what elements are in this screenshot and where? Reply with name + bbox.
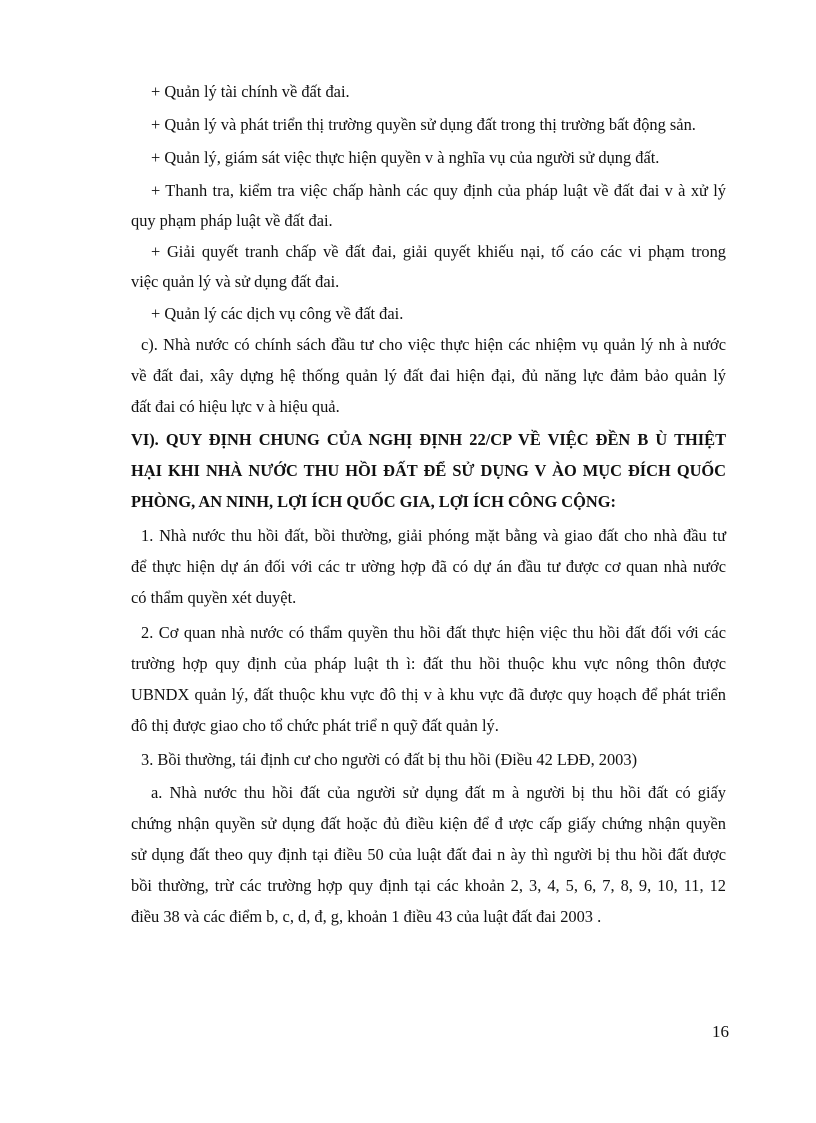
section-heading: PHÒNG, AN NINH, LỢI ÍCH QUỐC GIA, LỢI ÍCH CÔNG CỘNG: [131, 492, 616, 511]
text-line: việc quản lý và sử dụng đất đai. [131, 272, 340, 291]
text-line: về đất đai, xây dựng hệ thống quản lý đất đai hiện đại, đủ năng lực đảm bảo quản lý [131, 366, 726, 385]
text-line: có thẩm quyền xét duyệt. [131, 588, 297, 607]
text-line: + Thanh tra, kiểm tra việc chấp hành các quy định của pháp luật về đất đai v à xử lý [151, 181, 726, 200]
text-line: + Quản lý tài chính về đất đai. [151, 82, 350, 101]
text-line: để thực hiện dự án đối với các tr ường hợp đã có dự án đầu tư được cơ quan nhà nước [131, 557, 726, 576]
text-line: + Quản lý, giám sát việc thực hiện quyền v à nghĩa vụ của người sử dụng đất. [151, 148, 660, 167]
page-number: 16 [712, 1022, 729, 1041]
text-line: 1. Nhà nước thu hồi đất, bồi thường, giải phóng mặt bằng và giao đất cho nhà đầu tư [141, 526, 726, 545]
text-line: 2. Cơ quan nhà nước có thẩm quyền thu hồi đất thực hiện việc thu hồi đất đối với các [141, 623, 726, 642]
section-heading: VI). QUY ĐỊNH CHUNG CỦA NGHỊ ĐỊNH 22/CP VỀ VIỆC ĐỀN B Ù THIỆT [131, 430, 726, 449]
section-heading: HẠI KHI NHÀ NƯỚC THU HỒI ĐẤT ĐỂ SỬ DỤNG V ÀO MỤC ĐÍCH QUỐC [131, 461, 726, 480]
text-line: đất đai có hiệu lực v à hiệu quả. [131, 397, 340, 416]
text-line: quy phạm pháp luật về đất đai. [131, 211, 333, 230]
text-line: a. Nhà nước thu hồi đất của người sử dụng đất m à người bị thu hồi đất có giấy [151, 783, 726, 802]
text-line: đô thị được giao cho tổ chức phát triể n quỹ đất quản lý. [131, 716, 499, 735]
text-line: 3. Bồi thường, tái định cư cho người có đất bị thu hồi (Điều 42 LĐĐ, 2003) [141, 750, 638, 769]
text-line: bồi thường, trừ các trường hợp quy định tại các khoản 2, 3, 4, 5, 6, 7, 8, 9, 10, 11, 12 [131, 876, 726, 895]
text-line: trường hợp quy định của pháp luật th ì: đất thu hồi thuộc khu vực nông thôn được [131, 654, 726, 673]
text-line: c). Nhà nước có chính sách đầu tư cho việc thực hiện các nhiệm vụ quản lý nh à nước [141, 335, 726, 354]
text-line: + Quản lý các dịch vụ công về đất đai. [151, 304, 404, 323]
text-line: điều 38 và các điểm b, c, d, đ, g, khoản 1 điều 43 của luật đất đai 2003 . [131, 907, 602, 926]
text-line: + Giải quyết tranh chấp về đất đai, giải quyết khiếu nại, tố cáo các vi phạm trong [151, 242, 726, 261]
text-line: chứng nhận quyền sử dụng đất hoặc đủ điều kiện để đ ược cấp giấy chứng nhận quyền [131, 814, 726, 833]
text-line: + Quản lý và phát triển thị trường quyền sử dụng đất trong thị trường bất động sản. [151, 115, 696, 134]
text-line: sử dụng đất theo quy định tại điều 50 của luật đất đai n ày thì người bị thu hồi đất được [131, 845, 726, 864]
text-line: UBNDX quản lý, đất thuộc khu vực đô thị v à khu vực đã được quy hoạch để phát triển [131, 685, 726, 704]
